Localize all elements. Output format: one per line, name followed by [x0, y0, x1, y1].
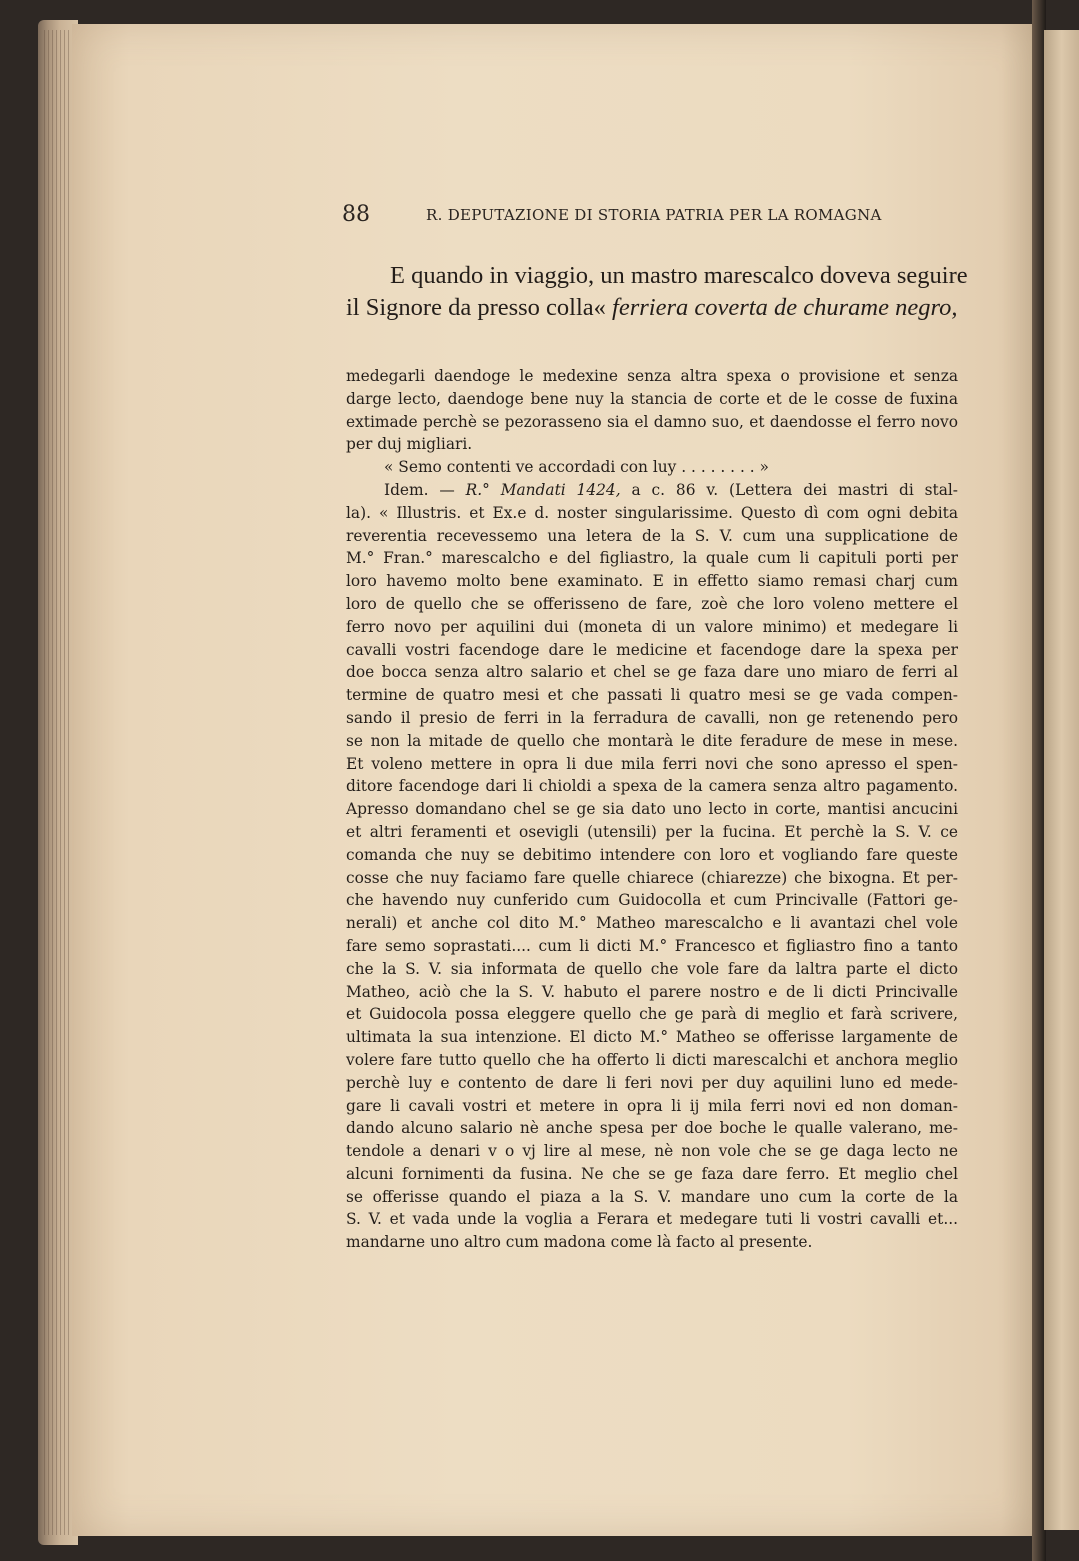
text-line: loro de quello che se offerisseno de fare, zoè che loro voleno mettere el: [346, 594, 958, 613]
text-line: medegarli daendoge le medexine senza altra spexa o provisione et senza: [346, 367, 958, 385]
text-line: se offerisse quando el piaza a la S. V. mandare uno cum la corte de la: [346, 1187, 958, 1206]
text-line: tendole a denari v o vj lire al mese, nè non vole che se ge daga lecto ne: [346, 1142, 958, 1161]
text-line: nerali) et anche col dito M.° Matheo marescalcho e li avantazi chel vole: [346, 914, 958, 933]
text-line: et Guidocola possa eleggere quello che ge parà di meglio et farà scrivere,: [346, 1005, 958, 1024]
running-title: R. DEPUTAZIONE DI STORIA PATRIA PER LA ROMAGNA: [426, 206, 882, 224]
text-line: comanda che nuy se debitimo intendere con loro et vogliando fare queste: [346, 845, 958, 864]
text-line: darge lecto, daendoge bene nuy la stancia de corte et de le cosse de fuxina: [346, 389, 958, 408]
text-line: alcuni fornimenti da fusina. Ne che se ge faza dare ferro. Et meglio chel: [346, 1164, 958, 1183]
text-line: et altri feramenti et osevigli (utensili) per la fucina. Et perchè la S. V. ce: [346, 822, 958, 841]
next-page-edge: [1044, 30, 1079, 1530]
text-line: la). « Illustris. et Ex.e d. noster singularissime. Questo dì com ogni debita: [346, 503, 958, 522]
text-line: ferro novo per aquilini dui (moneta di un valore minimo) et medegare li: [346, 617, 958, 636]
text-line: ultimata la sua intenzione. El dicto M.° Matheo se offerisse largamente de: [346, 1028, 958, 1047]
text-line: mandarne uno altro cum madona come là facto al presente.: [346, 1233, 813, 1252]
citation-line: [346, 479, 958, 502]
text-line: dando alcuno salario nè anche spesa per doe boche le qualle valerano, me-: [346, 1119, 958, 1138]
lead-paragraph: [346, 260, 968, 324]
text-line: ditore facendoge dari li chioldi a spexa de la camera senza altro pagamento.: [346, 777, 958, 796]
text-line: che la S. V. sia informata de quello che vole fare da laltra parte el dicto: [346, 959, 958, 978]
citation-idem: Idem. —: [384, 480, 466, 499]
lead-italic-text: ferriera coverta de churame negro,: [612, 294, 958, 321]
text-line: loro havemo molto bene examinato. E in effetto siamo remasi charj cum: [346, 572, 958, 591]
text-line: termine de quatro mesi et che passati li quatro mesi se ge vada compen-: [346, 686, 958, 705]
text-line: « Semo contenti ve accordadi con luy . . . . . . . . »: [384, 458, 769, 477]
citation-rest: a c. 86 v. (Lettera dei mastri di stal-: [620, 480, 958, 499]
quoted-document: [346, 365, 958, 1254]
text-line: cavalli vostri facendoge dare le medicine et facendoge dare la spexa per: [346, 640, 958, 659]
lead-line: [346, 292, 962, 324]
text-line: se non la mitade de quello che montarà le dite feradure de mese in mese.: [346, 731, 958, 750]
text-line: gare li cavali vostri et metere in opra li ij mila ferri novi ed non doman-: [346, 1096, 958, 1115]
text-line: Et voleno mettere in opra li due mila ferri novi che sono apresso el spen-: [346, 754, 958, 773]
citation-source: R.° Mandati 1424,: [465, 480, 621, 499]
text-line: fare semo soprastati.... cum li dicti M.° Francesco et figliastro fino a tanto: [346, 936, 958, 955]
text-line: che havendo nuy cunferido cum Guidocolla et cum Princivalle (Fattori ge-: [346, 891, 958, 910]
text-line: Matheo, aciò che la S. V. habuto el parere nostro e de li dicti Princivalle: [346, 982, 958, 1001]
lead-line: E quando in viaggio, un mastro marescalco doveva seguire: [390, 262, 968, 289]
lead-text: il Signore da presso colla«: [346, 294, 613, 321]
text-line: Apresso domandano chel se ge sia dato uno lecto in corte, mantisi ancucini: [346, 800, 958, 819]
text-line: perchè luy e contento de dare li feri novi per duy aquilini luno ed mede-: [346, 1073, 958, 1092]
text-line: per duj migliari.: [346, 435, 473, 454]
text-line: doe bocca senza altro salario et chel se ge faza dare uno miaro de ferri al: [346, 663, 958, 682]
text-line: S. V. et vada unde la voglia a Ferara et medegare tuti li vostri cavalli et...: [346, 1210, 958, 1229]
page-header: [342, 200, 952, 232]
text-line: volere fare tutto quello che ha offerto li dicti marescalchi et anchora meglio: [346, 1050, 958, 1069]
text-line: reverentia recevessemo una letera de la S. V. cum una supplicatione de: [346, 526, 958, 545]
page-number: 88: [342, 202, 370, 227]
text-line: M.° Fran.° marescalcho e del figliastro, la quale cum li capituli porti per: [346, 549, 958, 568]
text-line: cosse che nuy faciamo fare quelle chiarece (chiarezze) che bixogna. Et per-: [346, 868, 958, 887]
text-line: extimade perchè se pezorasseno sia el damno suo, et daendosse el ferro novo: [346, 412, 958, 431]
text-line: sando il presio de ferri in la ferradura de cavalli, non ge retenendo pero: [346, 708, 958, 727]
